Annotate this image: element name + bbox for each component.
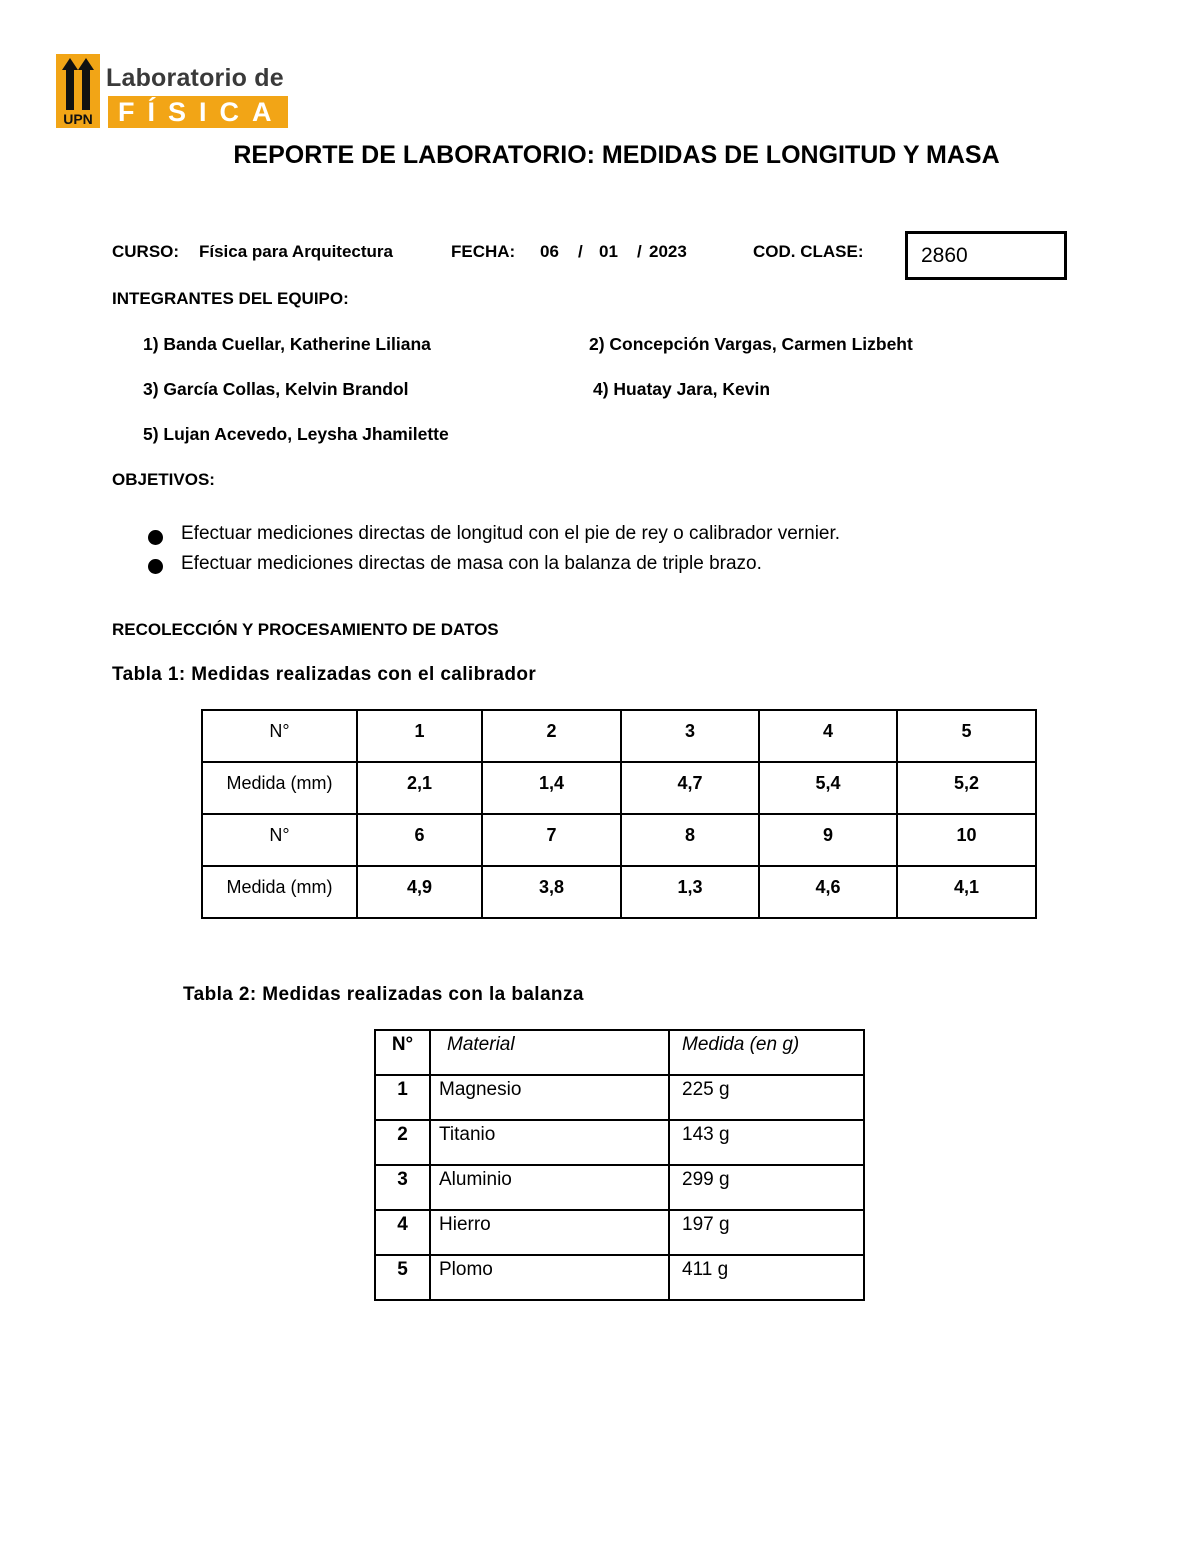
material-cell: Aluminio: [430, 1165, 669, 1210]
mass-cell: 225 g: [669, 1075, 864, 1120]
upn-logo-mark: [56, 54, 100, 128]
caliper-table: [201, 709, 1037, 919]
mass-cell: 299 g: [669, 1165, 864, 1210]
objective-item: Efectuar mediciones directas de longitud con el pie de rey o calibrador vernier.: [181, 523, 841, 544]
bullet-icon: [148, 559, 163, 574]
value-cell: 4,6: [759, 866, 897, 918]
material-cell: Hierro: [430, 1210, 669, 1255]
row-label-cell: Medida (mm): [202, 866, 357, 918]
section-heading: RECOLECCIÓN Y PROCESAMIENTO DE DATOS: [112, 620, 499, 639]
fecha-sep1: /: [578, 242, 583, 261]
number-cell: 4: [375, 1210, 430, 1255]
value-cell: 4,9: [357, 866, 482, 918]
upn-logo-text: UPN: [63, 111, 93, 127]
row-label-cell: N°: [202, 710, 357, 762]
team-member: 3) García Collas, Kelvin Brandol: [143, 379, 409, 399]
fecha-month: 01: [599, 242, 618, 261]
value-cell: 10: [897, 814, 1036, 866]
team-member: 5) Lujan Acevedo, Leysha Jhamilette: [143, 424, 449, 444]
value-cell: 4,1: [897, 866, 1036, 918]
value-cell: 1,4: [482, 762, 621, 814]
value-cell: 5: [897, 710, 1036, 762]
table2-caption: Tabla 2: Medidas realizadas con la balanza: [183, 984, 584, 1005]
value-cell: 5,4: [759, 762, 897, 814]
table-row: [202, 814, 1036, 866]
balance-table: [374, 1029, 865, 1301]
upn-arrows-icon: [56, 54, 100, 128]
header-cell: Medida (en g): [669, 1030, 864, 1075]
mass-cell: 197 g: [669, 1210, 864, 1255]
table-row: [375, 1120, 864, 1165]
team-member: 1) Banda Cuellar, Katherine Liliana: [143, 334, 431, 354]
logo-line1: Laboratorio de: [106, 64, 284, 92]
value-cell: 9: [759, 814, 897, 866]
team-member: 2) Concepción Vargas, Carmen Lizbeht: [589, 334, 913, 354]
material-cell: Magnesio: [430, 1075, 669, 1120]
objective-item: Efectuar mediciones directas de masa con la balanza de triple brazo.: [181, 553, 762, 574]
lab-logo: [56, 54, 288, 128]
value-cell: 6: [357, 814, 482, 866]
table-row: [375, 1075, 864, 1120]
curso-value: Física para Arquitectura: [199, 242, 393, 261]
logo-line2: FÍSICA: [108, 96, 288, 128]
material-cell: Titanio: [430, 1120, 669, 1165]
value-cell: 5,2: [897, 762, 1036, 814]
mass-cell: 411 g: [669, 1255, 864, 1300]
value-cell: 7: [482, 814, 621, 866]
cod-clase-box: 2860: [905, 231, 1067, 280]
curso-label: CURSO:: [112, 242, 180, 261]
table-row: [202, 762, 1036, 814]
fecha-year: 2023: [649, 242, 687, 261]
header-cell: N°: [375, 1030, 430, 1075]
material-cell: Plomo: [430, 1255, 669, 1300]
table-row: [375, 1165, 864, 1210]
header-cell: Material: [430, 1030, 669, 1075]
table-header-row: [375, 1030, 864, 1075]
row-label-cell: N°: [202, 814, 357, 866]
fecha-day: 06: [540, 242, 559, 261]
value-cell: 3: [621, 710, 759, 762]
table-row: [202, 866, 1036, 918]
value-cell: 8: [621, 814, 759, 866]
value-cell: 4: [759, 710, 897, 762]
number-cell: 1: [375, 1075, 430, 1120]
page-title: REPORTE DE LABORATORIO: MEDIDAS DE LONGITUD Y MASA: [233, 141, 1000, 169]
table1-caption: Tabla 1: Medidas realizadas con el calibrador: [112, 664, 537, 685]
fecha-label: FECHA:: [451, 242, 516, 261]
fecha-sep2: /: [637, 242, 642, 261]
mass-cell: 143 g: [669, 1120, 864, 1165]
value-cell: 1,3: [621, 866, 759, 918]
value-cell: 2: [482, 710, 621, 762]
objectives-label: OBJETIVOS:: [112, 470, 215, 489]
cod-clase-label: COD. CLASE:: [753, 242, 864, 261]
number-cell: 2: [375, 1120, 430, 1165]
value-cell: 4,7: [621, 762, 759, 814]
team-member: 4) Huatay Jara, Kevin: [593, 379, 771, 399]
value-cell: 2,1: [357, 762, 482, 814]
table-row: [375, 1210, 864, 1255]
table-row: [202, 710, 1036, 762]
value-cell: 3,8: [482, 866, 621, 918]
table-row: [375, 1255, 864, 1300]
number-cell: 5: [375, 1255, 430, 1300]
value-cell: 1: [357, 710, 482, 762]
row-label-cell: Medida (mm): [202, 762, 357, 814]
bullet-icon: [148, 530, 163, 545]
number-cell: 3: [375, 1165, 430, 1210]
team-label: INTEGRANTES DEL EQUIPO:: [112, 289, 349, 308]
